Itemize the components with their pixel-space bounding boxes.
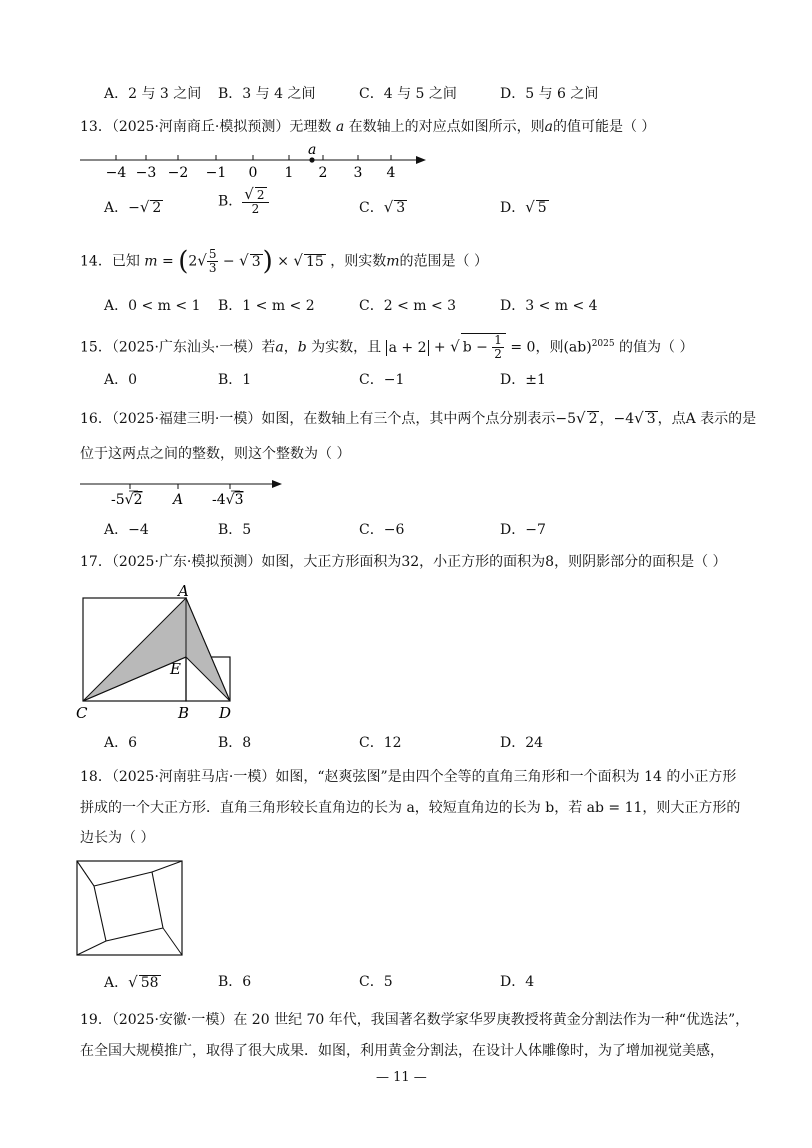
q17-option-b: B．8 [218,735,252,751]
q12-option-b: B．3 与 4 之间 [218,86,316,102]
q15-option-b: B．1 [218,372,252,388]
q15-option-a: A．0 [104,372,138,388]
q16-point-a-label: A [173,492,184,508]
q16-option-c: C．−6 [359,522,405,538]
q14-option-b: B．1 < m < 2 [218,298,315,314]
q13-tick-label: −1 [205,165,227,181]
label-a: A [178,582,189,600]
q12-option-c: C．4 与 5 之间 [359,86,457,102]
q13-tick-label: −4 [105,165,127,181]
label-c: C [76,704,88,722]
q13-tick-label: 4 [386,165,396,181]
q14-stem: 14．已知 m = (2√ $\frac{5}{3}$ − √ 3) × √ 15 ，则实数m的范围是（ ） [80,246,488,277]
label-b: B [178,704,190,722]
q14-option-d: D．3 < m < 4 [500,298,598,314]
q16-point1-label: -5√2 [111,492,143,508]
page-number: — 11 — [376,1070,427,1085]
q13-stem: 13．（2025·河南商丘·模拟预测）无理数 a 在数轴上的对应点如图所示，则a的值可能是（ ） [80,119,656,135]
q17-option-d: D．24 [500,735,544,751]
q12-option-d: D．5 与 6 之间 [500,86,599,102]
q14-option-a: A．0 < m < 1 [104,298,201,314]
q13-option-d: D．√ 5 [500,198,547,216]
q13-option-c: C．√ 3 [359,198,406,216]
q15-option-d: D．±1 [500,372,546,388]
q19-stem-line2: 在全国大规模推广，取得了很大成果．如图，利用黄金分割法，在设计人体雕像时，为了增加视觉美感， [80,1043,724,1059]
q18-option-d: D．4 [500,974,535,990]
q18-option-c: C．5 [359,974,393,990]
q18-stem-line1: 18．（2025·河南驻马店·一模）如图，“赵爽弦图”是由四个全等的直角三角形和一个面积为 14 的小正方形 [80,769,737,785]
q18-stem-line3: 边长为（ ） [80,830,155,846]
q15-option-c: C．−1 [359,372,405,388]
q16-option-d: D．−7 [500,522,546,538]
q15-stem: 15．（2025·广东汕头·一模）若a，b 为实数，且 a + 2 + √ b − $\frac{1}{2}$ = 0，则(ab)$^{2025}$ 的值为（ ） [80,333,694,362]
q16-number-line [78,474,288,510]
q13-tick-label: 0 [248,165,258,181]
q13-tick-label: 1 [284,165,294,181]
q14-option-c: C．2 < m < 3 [359,298,457,314]
q13-tick-label: 3 [353,165,363,181]
q13-tick-label: −3 [135,165,157,181]
q13-tick-label: −2 [167,165,189,181]
q18-option-a: A．√ 58 [104,973,159,991]
label-e: E [170,660,181,678]
label-d: D [219,704,232,722]
q13-option-b: B． $\frac{√ 2}{2}$ [218,187,269,216]
q16-stem-line2: 位于这两点之间的整数，则这个整数为（ ） [80,446,351,462]
q18-option-b: B．6 [218,974,252,990]
q17-figure [74,582,244,722]
q16-option-a: A．−4 [104,522,149,538]
q13-point-label: a [308,142,317,158]
q13-tick-label: 2 [318,165,328,181]
q19-stem-line1: 19．（2025·安徽·一模）在 20 世纪 70 年代，我国著名数学家华罗庚教授将黄金分割法作为一种“优选法”， [80,1012,750,1028]
q13-number-line [78,142,428,182]
q16-option-b: B．5 [218,522,252,538]
q17-stem: 17．（2025·广东·模拟预测）如图，大正方形面积为32，小正方形的面积为8，则阴影部分的面积是（ ） [80,554,727,570]
q16-point2-label: -4√3 [212,492,244,508]
q17-option-c: C．12 [359,735,402,751]
q18-zhao-shuang-figure [74,858,186,958]
q12-option-a: A．2 与 3 之间 [104,86,202,102]
q13-point-a [309,157,314,162]
q13-option-a: A．−√ 2 [104,198,162,216]
q16-stem-line1: 16．（2025·福建三明·一模）如图，在数轴上有三个点，其中两个点分别表示−5√ 2 ，−4√ 3 ，点A 表示的是 [80,409,757,427]
q18-stem-line2: 拼成的一个大正方形．直角三角形较长直角边的长为 a，较短直角边的长为 b，若 ab = 11，则大正方形的 [80,800,741,816]
q17-option-a: A．6 [104,735,138,751]
